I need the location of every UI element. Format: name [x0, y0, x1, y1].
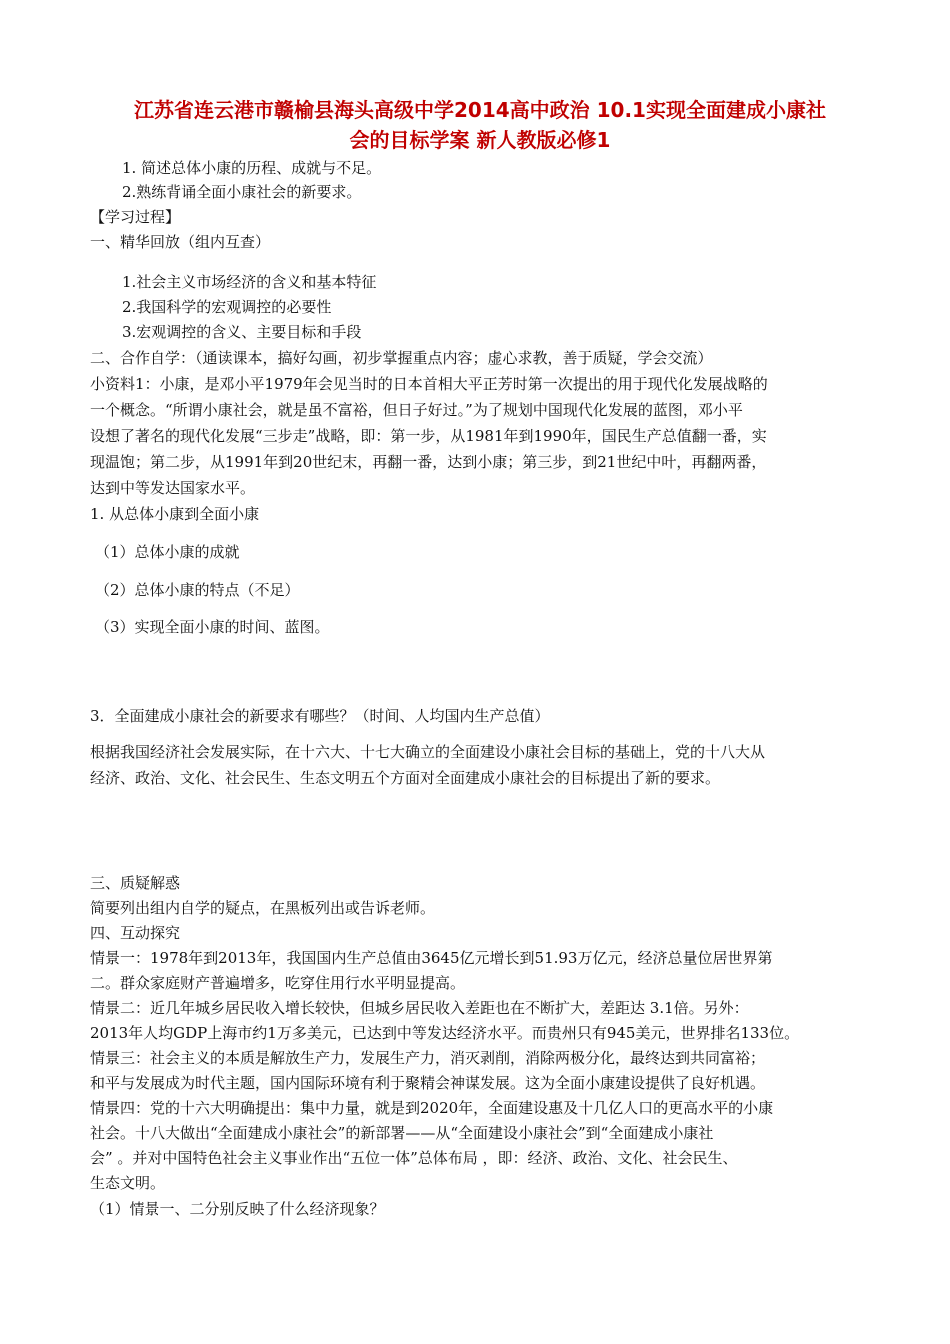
explore-line-6: 和平与发展成为时代主题，国内国际环境有利于聚精会神谋发展。这为全面小康建设提供了良好机遇。: [90, 1074, 766, 1092]
self-study-heading: 二、合作自学：（通读课本，搞好勾画，初步掌握重点内容；虚心求教，善于质疑，学会交流）: [90, 349, 713, 367]
material-line-5: 达到中等发达国家水平。: [90, 479, 256, 497]
doubts-text: 简要列出组内自学的疑点，在黑板列出或告诉老师。: [90, 899, 436, 917]
explore-line-5: 情景三：社会主义的本质是解放生产力，发展生产力，消灭剥削，消除两极分化，最终达到共同富裕；: [90, 1049, 766, 1067]
question-3-answer-line-1: 根据我国经济社会发展实际，在十六大、十七大确立的全面建设小康社会目标的基础上，党的十八大从: [90, 743, 766, 761]
document-title-line-1: 江苏省连云港市赣榆县海头高级中学2014高中政治 10.1实现全面建成小康社: [134, 98, 826, 122]
question-3: 3．全面建成小康社会的新要求有哪些？（时间、人均国内生产总值）: [90, 707, 550, 725]
material-line-2: 一个概念。“所谓小康社会，就是虽不富裕，但日子好过。”为了规划中国现代化发展的蓝图，邓小平: [90, 401, 743, 419]
explore-line-1: 情景一：1978年到2013年，我国国内生产总值由3645亿元增长到51.93万亿元，经济总量位居世界第: [90, 949, 773, 967]
review-item-2: 2.我国科学的宏观调控的必要性: [122, 298, 332, 316]
explore-line-10: 生态文明。: [90, 1174, 166, 1192]
review-item-1: 1.社会主义市场经济的含义和基本特征: [122, 273, 377, 291]
explore-line-9: 会” 。并对中国特色社会主义事业作出“五位一体”总体布局 ，即：经济、政治、文化、社会民生、: [90, 1149, 738, 1167]
explore-heading: 四、互动探究: [90, 924, 181, 942]
question-1-sub-1: （1）总体小康的成就: [95, 543, 240, 561]
question-1-sub-2: （2）总体小康的特点（不足）: [95, 581, 300, 599]
explore-line-2: 二。群众家庭财产普遍增多，吃穿住用行水平明显提高。: [90, 974, 466, 992]
explore-line-7: 情景四：党的十六大明确提出：集中力量，就是到2020年，全面建设惠及十几亿人口的更高水平的小康: [90, 1099, 774, 1117]
material-line-3: 设想了著名的现代化发展“三步走”战略，即：第一步，从1981年到1990年，国民生产总值翻一番，实: [90, 427, 767, 445]
objective-2: 2.熟练背诵全面小康社会的新要求。: [122, 183, 362, 201]
explore-line-8: 社会。十八大做出“全面建成小康社会”的新部署——从“全面建设小康社会”到“全面建成小康社: [90, 1124, 714, 1142]
explore-line-4: 2013年人均GDP上海市约1万多美元，已达到中等发达经济水平。而贵州只有945美元，世界排名133位。: [90, 1024, 800, 1042]
question-1-sub-3: （3）实现全面小康的时间、蓝图。: [95, 618, 330, 636]
explore-question-1: （1）情景一、二分别反映了什么经济现象？: [90, 1200, 385, 1218]
material-line-4: 现温饱；第二步，从1991年到20世纪末，再翻一番，达到小康；第三步，到21世纪中叶，再翻两番，: [90, 453, 767, 471]
learning-process-heading: 【学习过程】: [90, 208, 181, 226]
question-1: 1. 从总体小康到全面小康: [90, 505, 260, 523]
objective-1: 1. 简述总体小康的历程、成就与不足。: [122, 159, 382, 177]
doubts-heading: 三、质疑解惑: [90, 874, 181, 892]
review-heading: 一、精华回放（组内互查）: [90, 233, 271, 251]
review-item-3: 3.宏观调控的含义、主要目标和手段: [122, 323, 362, 341]
material-line-1: 小资料1：小康，是邓小平1979年会见当时的日本首相大平正芳时第一次提出的用于现代化发展战略的: [90, 375, 768, 393]
explore-line-3: 情景二：近几年城乡居民收入增长较快，但城乡居民收入差距也在不断扩大，差距达 3.1倍。另外：: [90, 999, 749, 1017]
document-title-line-2: 会的目标学案 新人教版必修1: [349, 128, 611, 152]
question-3-answer-line-2: 经济、政治、文化、社会民生、生态文明五个方面对全面建成小康社会的目标提出了新的要求。: [90, 769, 721, 787]
